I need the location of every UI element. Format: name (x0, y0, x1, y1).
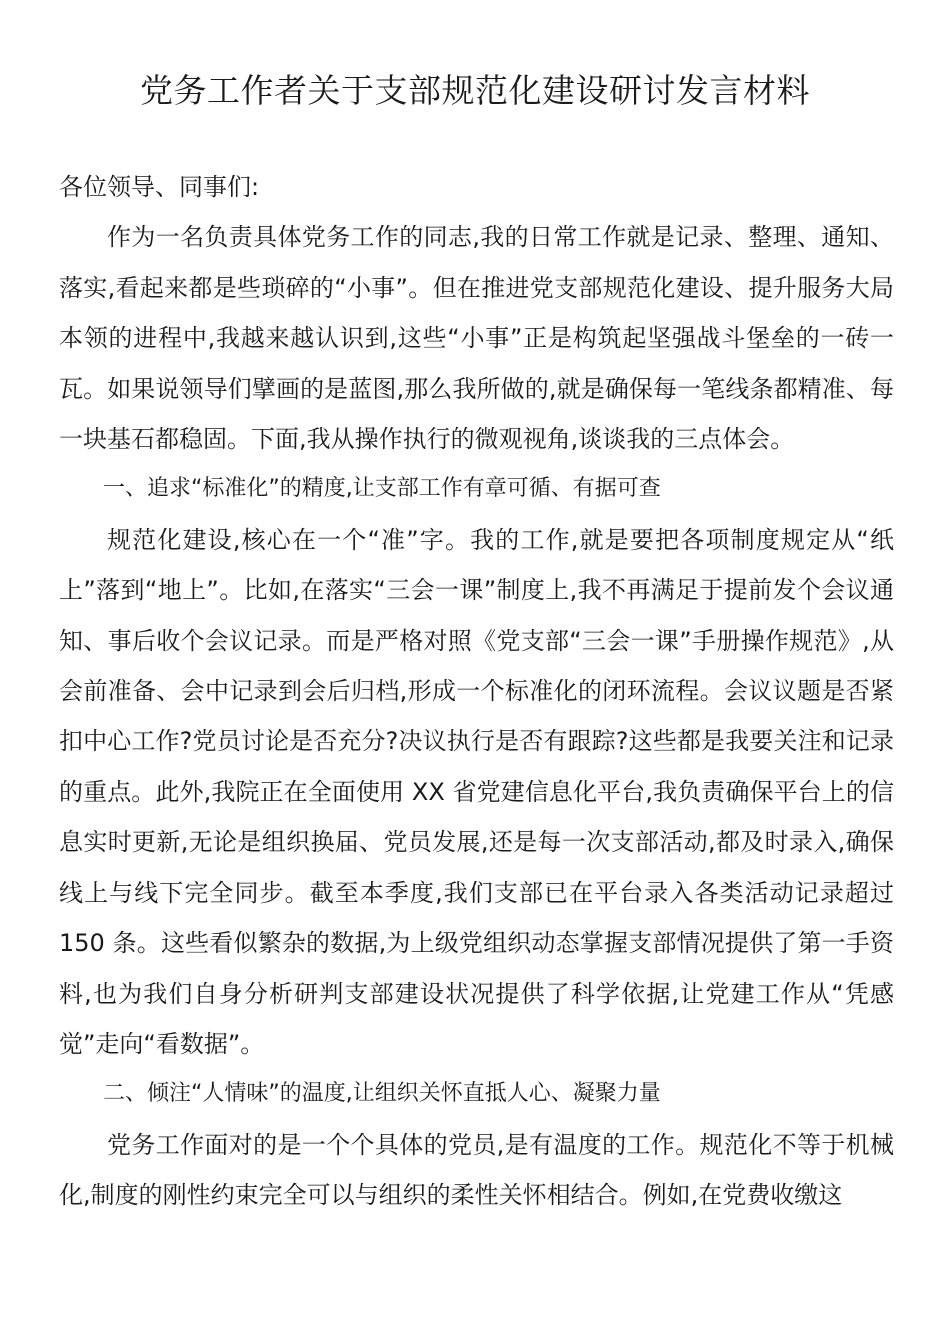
document-body (59, 162, 894, 1221)
section-heading-2: 二、倾注“人情味”的温度,让组织关怀直抵人心、凝聚力量 (103, 1081, 661, 1107)
salutation: 各位领导、同事们: (59, 173, 260, 201)
section-1-paragraph: 规范化建设,核心在一个“准”字。我的工作,就是要把各项制度规定从“纸上”落到“地上”。比如,在落实“三会一课”制度上,我不再满足于提前发个会议通知、事后收个会议记录。而是严格对照《党支部“三会一课”手册操作规范》,从会前准备、会中记录到会后归档,形成一个标准化的闭环流程。会议议题是否紧扣中心工作?党员讨论是否充分?决议执行是否有跟踪?这些都是我要关注和记录的重点。此外,我院正在全面使用 XX 省党建信息化平台,我负责确保平台上的信息实时更新,无论是组织换届、党员发展,还是每一次支部活动,都及时录入,确保线上与线下完全同步。截至本季度,我们支部已在平台录入各类活动记录超过 150 条。这些看似繁杂的数据,为上级党组织动态掌握支部情况提供了第一手资料,也为我们自身分析研判支部建设状况提供了科学依据,让党建工作从“凭感觉”走向“看数据”。 (59, 525, 894, 1058)
section-heading-1: 一、追求“标准化”的精度,让支部工作有章可循、有据可查 (103, 476, 661, 502)
document-title: 党务工作者关于支部规范化建设研讨发言材料 (140, 71, 810, 110)
section-2-paragraph: 党务工作面对的是一个个具体的党员,是有温度的工作。规范化不等于机械化,制度的刚性约束完全可以与组织的柔性关怀相结合。例如,在党费收缴这 (59, 1130, 894, 1210)
intro-paragraph: 作为一名负责具体党务工作的同志,我的日常工作就是记录、整理、通知、落实,看起来都是些琐碎的“小事”。但在推进党支部规范化建设、提升服务大局本领的进程中,我越来越认识到,这些“小事”正是构筑起坚强战斗堡垒的一砖一瓦。如果说领导们擘画的是蓝图,那么我所做的,就是确保每一笔线条都精准、每一块基石都稳固。下面,我从操作执行的微观视角,谈谈我的三点体会。 (59, 223, 894, 454)
